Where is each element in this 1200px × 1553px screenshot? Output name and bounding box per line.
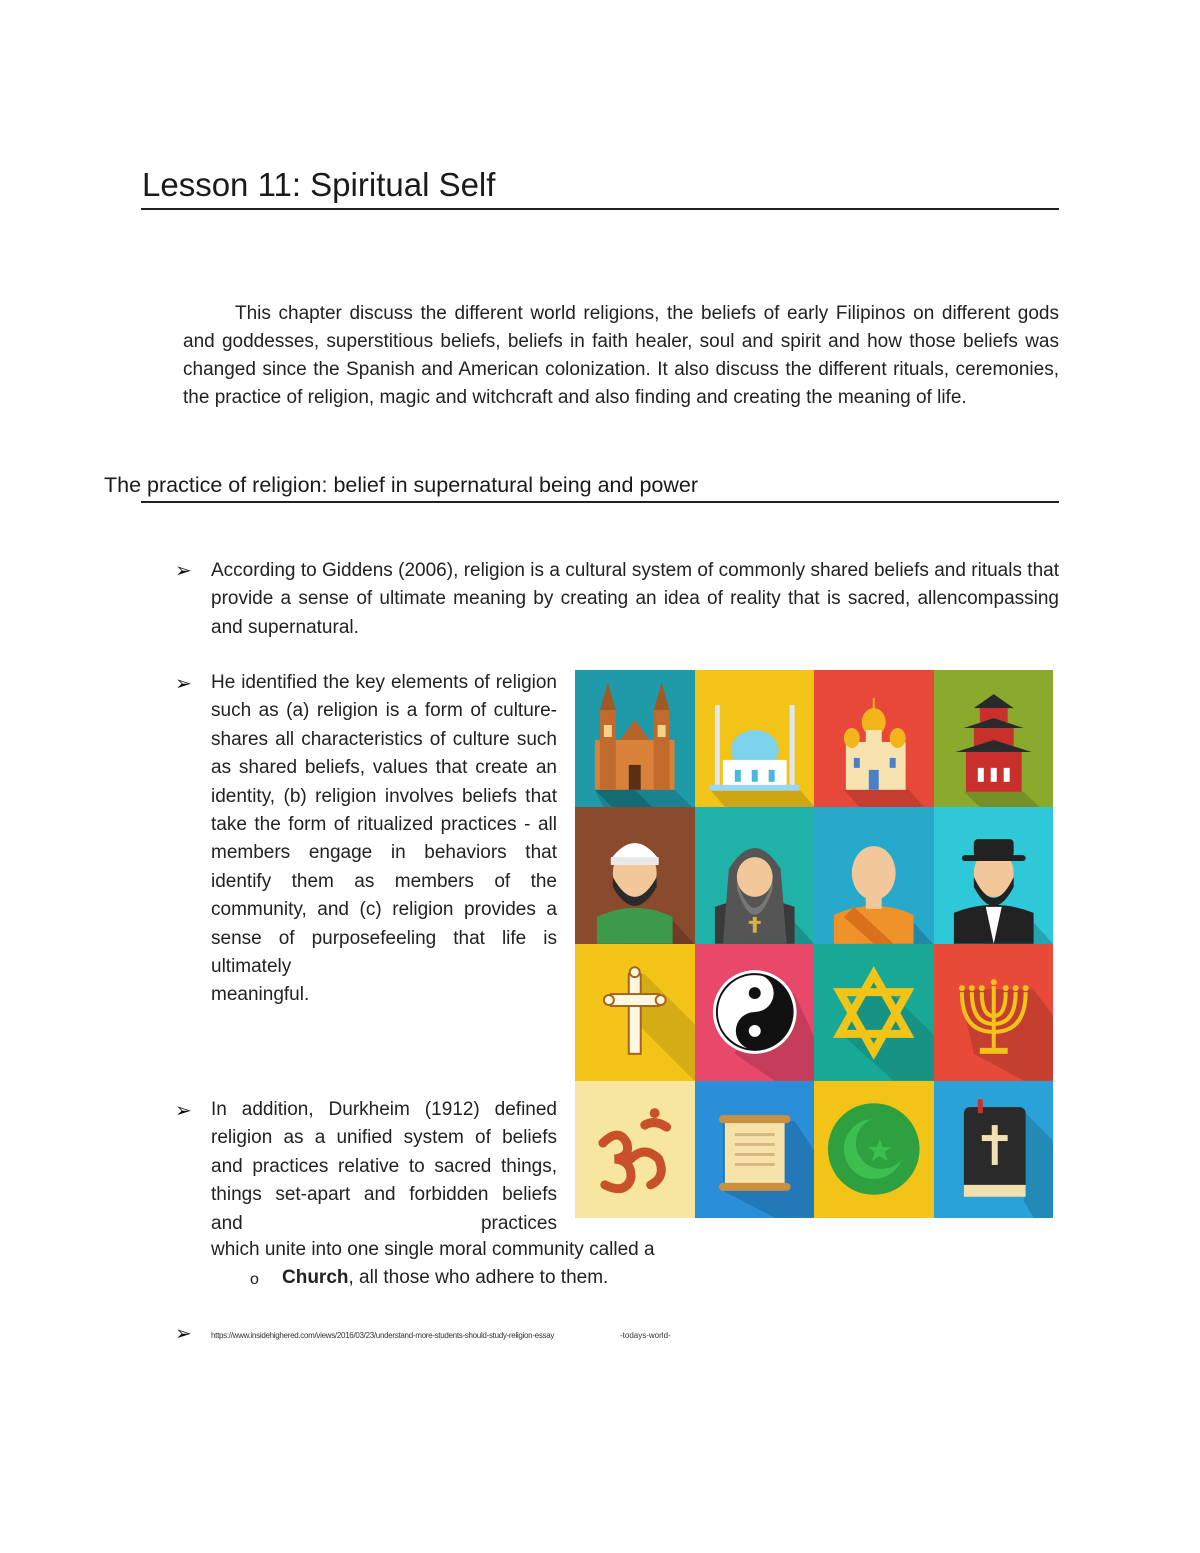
yin-yang-icon <box>695 944 815 1081</box>
title-underline <box>141 208 1059 210</box>
religion-icons-image <box>575 670 1053 1218</box>
bullet-key-elements-text: He identified the key elements of religion such as (a) religion is a form of culture-shares all characteristics of culture such as shared beliefs, values that create an identity, (b) religion involves beliefs that take the form of ritualized practices - all members engage in behaviors that identify them as members of the community, and (c) religion provides a sense of purposefeeling that life is ultimately <box>211 672 557 978</box>
church-definition: , all those who adhere to them. <box>348 1267 609 1288</box>
bullet-key-elements <box>211 669 557 1010</box>
bullet-arrow-icon: ➢ <box>175 1100 192 1122</box>
bullet-durkheim: In addition, Durkheim (1912) defined religion as a unified system of beliefs and practices relative to sacred things, things set-apart and forbidden beliefs and practices <box>211 1099 557 1234</box>
source-url[interactable]: https://www.insidehighered.com/views/2016/03/23/understand-more-students-should-study-religion-essay <box>211 1331 555 1340</box>
lesson-title: Lesson 11: Spiritual Self <box>142 166 496 203</box>
crescent-star-icon <box>814 1081 934 1218</box>
buddhist-monk-icon <box>814 807 934 944</box>
bullet-arrow-icon: ➢ <box>175 560 192 582</box>
om-icon <box>575 1081 695 1218</box>
intro-paragraph: This chapter discuss the different world religions, the beliefs of early Filipinos on different gods and goddesses, superstitious beliefs, beliefs in faith healer, soul and spirit and how those beliefs was changed since the Spanish and American colonization. It also discuss the different rituals, ceremonies, the practice of religion, magic and witchcraft and also finding and creating the meaning of life. <box>183 303 1059 408</box>
bible-icon <box>934 1081 1054 1218</box>
cross-icon <box>575 944 695 1081</box>
pagoda-icon <box>934 670 1054 807</box>
bullet-arrow-icon: ➢ <box>175 673 192 695</box>
cathedral-icon <box>575 670 695 807</box>
church-term: Church <box>282 1267 349 1288</box>
bullet-arrow-icon: ➢ <box>175 1323 192 1345</box>
sub-bullet-marker: o <box>250 1271 259 1288</box>
menorah-icon <box>934 944 1054 1081</box>
section-heading: The practice of religion: belief in supernatural being and power <box>104 473 699 497</box>
orthodox-priest-icon <box>695 807 815 944</box>
bullet-key-elements-last-line: meaningful. <box>211 984 310 1006</box>
source-url-continued[interactable]: -todays-world- <box>620 1331 671 1340</box>
orthodox-church-icon <box>814 670 934 807</box>
torah-scroll-icon <box>695 1081 815 1218</box>
star-of-david-icon <box>814 944 934 1081</box>
bullet-durkheim-continued: which unite into one single moral community called a <box>211 1239 655 1260</box>
bullet-giddens: According to Giddens (2006), religion is a cultural system of commonly shared beliefs and rituals that provide a sense of ultimate meaning by creating an idea of reality that is sacred, allencompassing and supernatural. <box>211 560 1059 638</box>
muslim-man-icon <box>575 807 695 944</box>
mosque-icon <box>695 670 815 807</box>
section-underline <box>141 501 1059 503</box>
sub-bullet-church <box>282 1264 608 1292</box>
jewish-man-icon <box>934 807 1054 944</box>
